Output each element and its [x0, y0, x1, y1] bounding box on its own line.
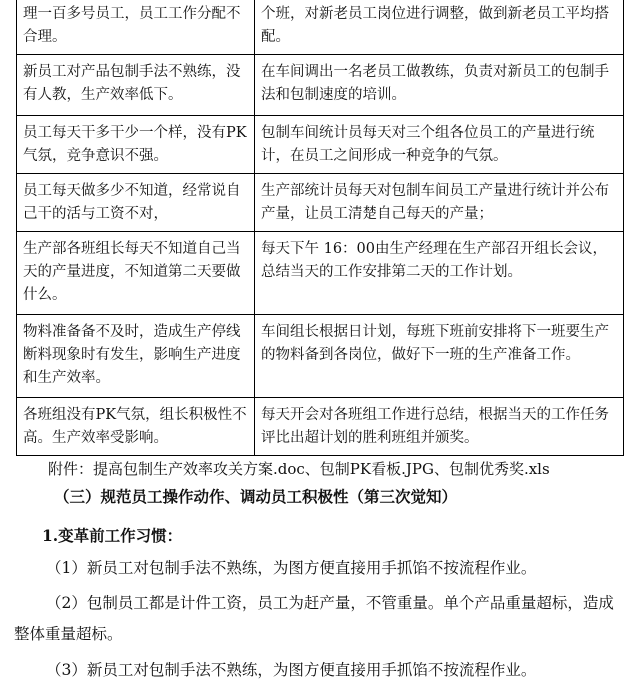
table-row — [17, 232, 624, 315]
solution-cell: 在车间调出一名老员工做教练，负责对新员工的包制手法和包制速度的培训。 — [255, 55, 624, 116]
table-row — [17, 174, 624, 232]
problem-cell: 生产部各班组长每天不知道自己当天的产量进度，不知道第二天要做什么。 — [17, 232, 255, 315]
table-row — [17, 0, 624, 55]
paragraph: （2）包制员工都是计件工资，员工为赶产量，不管重量。单个产品重量超标，造成整体重量超标。 — [14, 594, 614, 643]
problem-cell: 新员工对产品包制手法不熟练，没有人教，生产效率低下。 — [17, 55, 255, 116]
problem-cell: 各班组没有PK气氛，组长积极性不高。生产效率受影响。 — [17, 398, 255, 456]
solution-cell: 每天下午 16：00由生产经理在生产部召开组长会议，总结当天的工作安排第二天的工作计划。 — [255, 232, 624, 315]
paragraph: （1）新员工对包制手法不熟练，为图方便直接用手抓馅不按流程作业。 — [46, 559, 537, 577]
paragraph: （3）新员工对包制手法不熟练，为图方便直接用手抓馅不按流程作业。 — [46, 661, 537, 679]
sub-title: 1.变革前工作习惯： — [42, 526, 183, 545]
problem-cell: 理一百多号员工，员工工作分配不合理。 — [17, 0, 255, 55]
table-row — [17, 398, 624, 456]
solution-cell: 个班，对新老员工岗位进行调整，做到新老员工平均搭配。 — [255, 0, 624, 55]
solution-cell: 生产部统计员每天对包制车间员工产量进行统计并公布产量，让员工清楚自己每天的产量； — [255, 174, 624, 232]
solution-cell: 车间组长根据日计划，每班下班前安排将下一班要生产的物料备到各岗位，做好下一班的生产准备工作。 — [255, 315, 624, 398]
problem-cell: 员工每天做多少不知道，经常说自己干的活与工资不对， — [17, 174, 255, 232]
problem-cell: 物料准备备不及时，造成生产停线断料现象时有发生，影响生产进度和生产效率。 — [17, 315, 255, 398]
problem-cell: 员工每天干多干少一个样，没有PK气氛，竞争意识不强。 — [17, 116, 255, 174]
solution-cell: 每天开会对各班组工作进行总结，根据当天的工作任务评比出超计划的胜利班组并颁奖。 — [255, 398, 624, 456]
table-row — [17, 55, 624, 116]
table-row — [17, 315, 624, 398]
problem-solution-table — [16, 0, 624, 456]
solution-cell: 包制车间统计员每天对三个组各位员工的产量进行统计，在员工之间形成一种竞争的气氛。 — [255, 116, 624, 174]
table-row — [17, 116, 624, 174]
section-title: （三）规范员工操作动作、调动员工积极性（第三次觉知） — [54, 487, 458, 506]
attachments-line: 附件：提高包制生产效率攻关方案.doc、包制PK看板.JPG、包制优秀奖.xls — [48, 460, 550, 478]
